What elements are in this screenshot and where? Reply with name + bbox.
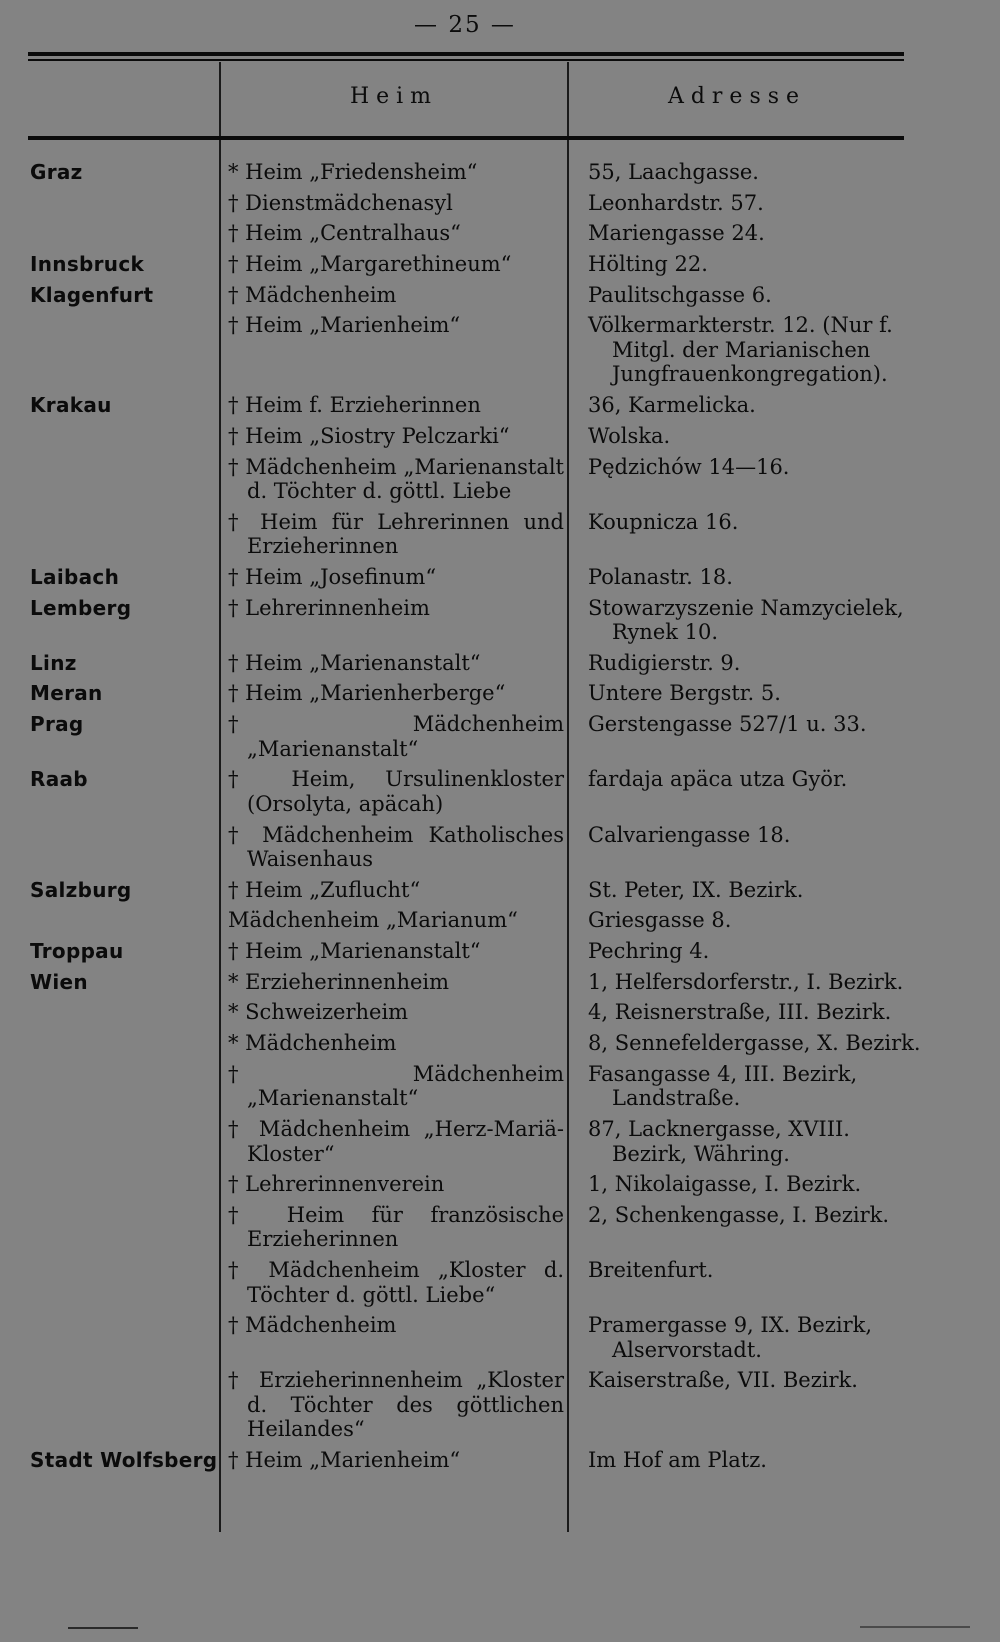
heim-cell: † Heim „Siostry Pelczarki“ [228, 423, 510, 448]
adresse-cell: Pramergasse 9, IX. Bezirk, Alservorstadt. [588, 1313, 873, 1362]
adresse-cell: Koupnicza 16. [588, 509, 739, 534]
adresse-cell: Wolska. [588, 423, 671, 448]
adresse-cell: Gerstengasse 527/1 u. 33. [588, 712, 867, 737]
table-row [0, 1258, 1000, 1307]
table-row [0, 424, 1000, 449]
adresse-cell: St. Peter, IX. Bezirk. [588, 877, 804, 902]
heim-cell: * Mädchenheim [228, 1031, 397, 1056]
table-row [0, 878, 1000, 903]
heim-cell: † Lehrerinnenheim [228, 595, 430, 620]
heim-cell: * Erzieherinnenheim [228, 969, 450, 994]
header-rule [28, 136, 904, 140]
heim-cell: † Heim „Marienheim“ [228, 313, 461, 338]
footer-mark [860, 1626, 970, 1628]
table-row [0, 1172, 1000, 1197]
heim-cell: † Heim „Centralhaus“ [228, 221, 461, 246]
adresse-cell: Pędzichów 14—16. [588, 454, 790, 479]
adresse-cell: Polanastr. 18. [588, 564, 733, 589]
city-cell: Meran [30, 681, 103, 706]
heim-cell: † Mädchenheim [228, 1313, 397, 1338]
heim-cell: † Heim „Josefinum“ [228, 564, 437, 589]
city-cell: Laibach [30, 564, 120, 589]
column-header-heim: Heim [349, 84, 439, 109]
table-row [0, 160, 1000, 185]
heim-cell: † Heim, Ursulinenkloster (Orsolyta, apäcah) [228, 767, 564, 816]
heim-cell: * Heim „Friedensheim“ [228, 160, 478, 184]
table-row [0, 191, 1000, 216]
adresse-cell: Breitenfurt. [588, 1258, 714, 1283]
city-cell: Wien [30, 969, 88, 994]
table-row [0, 1117, 1000, 1166]
adresse-cell: Im Hof am Platz. [588, 1448, 767, 1473]
table-row [0, 1203, 1000, 1252]
heim-cell: † Lehrerinnenverein [228, 1172, 445, 1197]
adresse-cell: Fasangasse 4, III. Bezirk, Landstraße. [588, 1061, 858, 1111]
table-row [0, 510, 1000, 559]
table-row [0, 1000, 1000, 1025]
column-header-adresse: Adresse [667, 84, 807, 109]
adresse-cell: Pechring 4. [588, 939, 710, 964]
heim-cell: † Heim „Marienanstalt“ [228, 939, 481, 964]
table-row [0, 313, 1000, 387]
footer-mark [68, 1627, 138, 1629]
adresse-cell: Paulitschgasse 6. [588, 282, 772, 307]
adresse-cell: Rudigierstr. 9. [588, 650, 741, 675]
city-cell: Krakau [30, 393, 112, 418]
heim-cell: † Heim für französische Erzieherinnen [228, 1202, 564, 1252]
city-cell: Raab [30, 767, 88, 792]
table-row [0, 565, 1000, 590]
heim-cell: * Schweizerheim [228, 1000, 409, 1025]
city-cell: Salzburg [30, 877, 132, 902]
adresse-cell: 36, Karmelicka. [588, 393, 756, 418]
heim-cell: † Heim „Marienherberge“ [228, 681, 506, 706]
adresse-cell: 4, Reisnerstraße, III. Bezirk. [588, 1000, 892, 1025]
heim-cell: † Mädchenheim [228, 282, 397, 307]
heim-cell: † Heim f. Erzieherinnen [228, 393, 481, 418]
heim-cell: † Mädchenheim „Kloster d. Töchter d. göttl. Liebe“ [228, 1258, 564, 1307]
city-cell: Linz [30, 650, 77, 675]
table-row [0, 1313, 1000, 1362]
table-row [0, 712, 1000, 761]
table-row [0, 767, 1000, 816]
heim-cell: † Heim „Marienanstalt“ [228, 650, 481, 675]
table-row [0, 455, 1000, 504]
heim-cell: † Heim „Zuflucht“ [228, 877, 421, 902]
heim-cell: † Heim „Margarethineum“ [228, 252, 512, 277]
table-row [0, 283, 1000, 308]
adresse-cell: Griesgasse 8. [588, 908, 732, 933]
adresse-cell: fardaja apäca utza Györ. [588, 767, 848, 792]
heim-cell: † Dienstmädchenasyl [228, 190, 453, 215]
heim-cell: † Heim für Lehrerinnen und Erzieherinnen [228, 509, 564, 559]
table-row [0, 1062, 1000, 1111]
heim-cell: † Mädchenheim Katholisches Waisenhaus [228, 822, 564, 871]
adresse-cell: Hölting 22. [588, 252, 708, 277]
table-row [0, 596, 1000, 645]
adresse-cell: Untere Bergstr. 5. [588, 681, 781, 706]
heim-cell: † Heim „Marienheim“ [228, 1448, 461, 1473]
city-cell: Innsbruck [30, 252, 145, 277]
page-number: — 25 — [414, 12, 516, 38]
adresse-cell: 87, Lacknergasse, XVIII. Bezirk, Währing. [588, 1117, 850, 1166]
adresse-cell: Kaiserstraße, VII. Bezirk. [588, 1368, 858, 1393]
table-row [0, 1368, 1000, 1442]
city-cell: Prag [30, 712, 84, 737]
adresse-cell: 2, Schenkengasse, I. Bezirk. [588, 1202, 890, 1227]
adresse-cell: Völkermarkterstr. 12. (Nur f. Mitgl. der Marianischen Jungfrauenkongregation). [588, 313, 893, 387]
heim-cell: † Mädchenheim „Herz-Mariä-Kloster“ [228, 1117, 564, 1166]
table-row [0, 1031, 1000, 1056]
adresse-cell: Leonhardstr. 57. [588, 190, 764, 215]
table-row [0, 221, 1000, 246]
city-cell: Lemberg [30, 595, 132, 620]
table-row [0, 252, 1000, 277]
adresse-cell: 1, Nikolaigasse, I. Bezirk. [588, 1172, 862, 1197]
table-row [0, 970, 1000, 995]
table-row [0, 681, 1000, 706]
table-row [0, 1448, 1000, 1473]
heim-cell: † Mädchenheim „Marienanstalt“ [228, 712, 564, 761]
heim-cell: † Mädchenheim „Marienanstalt“ [228, 1061, 564, 1111]
adresse-cell: Calvariengasse 18. [588, 822, 791, 847]
table-row [0, 908, 1000, 933]
heim-cell: † Mädchenheim „Marienanstalt d. Töchter d. göttl. Liebe [228, 454, 564, 503]
heim-cell: † Erzieherinnenheim „Kloster d. Töchter des göttlichen Heilandes“ [228, 1368, 564, 1442]
adresse-cell: Stowarzyszenie Namzycielek, Rynek 10. [588, 595, 904, 645]
adresse-cell: 8, Sennefeldergasse, X. Bezirk. [588, 1031, 921, 1056]
table-row [0, 393, 1000, 418]
city-cell: Graz [30, 160, 83, 184]
adresse-cell: Mariengasse 24. [588, 221, 765, 246]
city-cell: Stadt Wolfsberg [30, 1448, 218, 1473]
adresse-cell: 1, Helfersdorferstr., I. Bezirk. [588, 969, 904, 994]
directory-table [0, 160, 1000, 1479]
top-rule [28, 52, 904, 56]
adresse-cell: 55, Laachgasse. [588, 160, 759, 184]
heim-cell: Mädchenheim „Marianum“ [228, 908, 518, 933]
city-cell: Klagenfurt [30, 282, 154, 307]
table-row [0, 823, 1000, 872]
table-row [0, 651, 1000, 676]
table-row [0, 939, 1000, 964]
top-rule-thin [28, 59, 904, 61]
city-cell: Troppau [30, 939, 124, 964]
